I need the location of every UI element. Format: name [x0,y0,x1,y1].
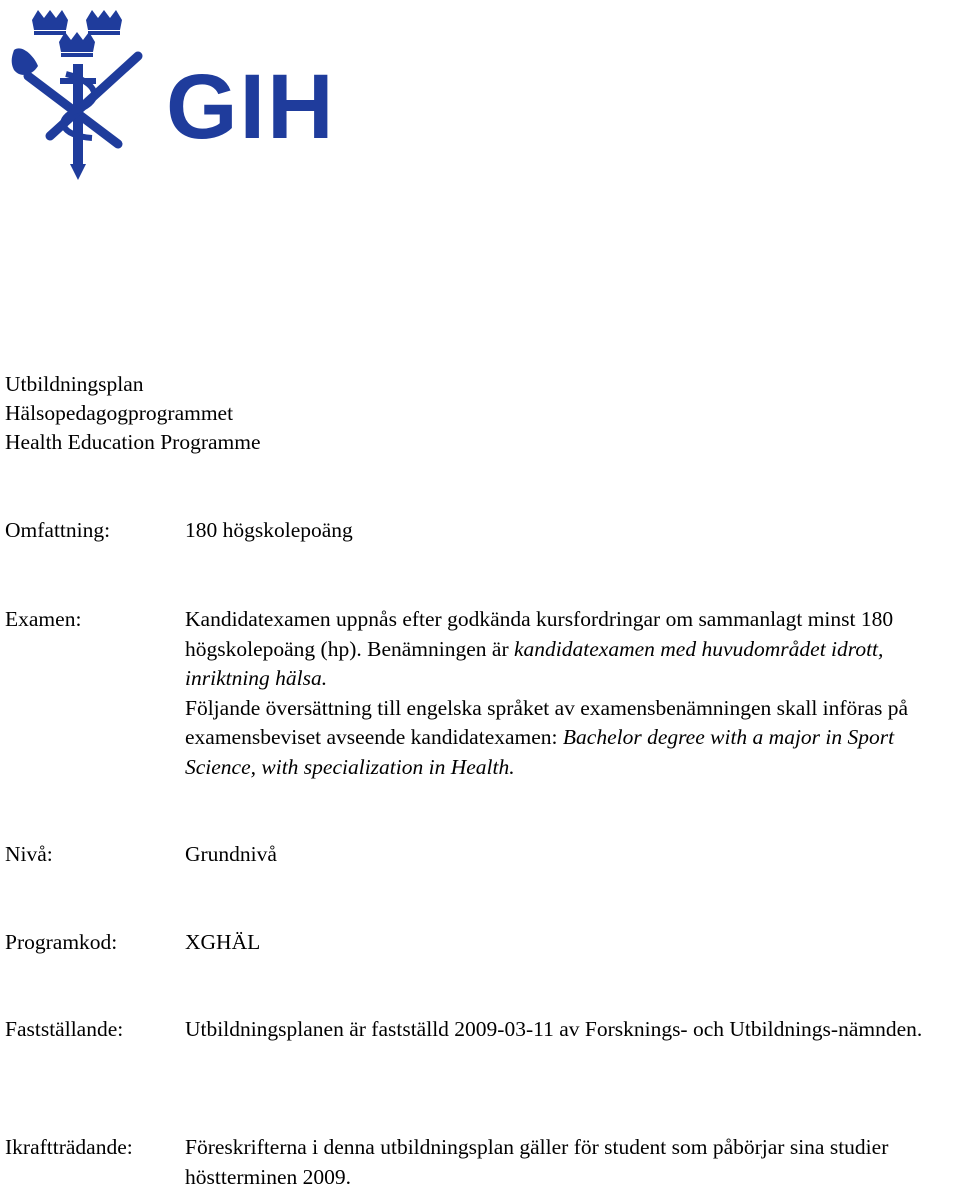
crown-icon [86,10,122,35]
crown-icon [59,32,95,57]
examen-text: Följande översättning till engelska språket av examensbenämningen skall införas på examensbeviset avseende kandidatexamen: [185,695,909,749]
title-line: Health Education Programme [5,430,261,454]
examen-degree-name: kandidatexamen med huvudområdet idrott, inriktning hälsa. [185,636,884,690]
field-label: Nivå: [5,842,53,866]
field-label: Ikraftträdande: [5,1135,133,1159]
logo-wordmark: GIH [166,56,336,158]
gih-logo [8,4,338,180]
field-label: Programkod: [5,930,118,954]
field-value: XGHÄL [185,930,261,954]
field-label: Examen: [5,607,82,631]
examen-degree-english: Bachelor degree with a major in Sport Science, with specialization in Health. [185,725,895,779]
field-value: Utbildningsplanen är fastställd 2009-03-11 av Forsknings- och Utbildnings-nämnden. [185,1017,923,1041]
title-line: Hälsopedagogprogrammet [5,401,234,425]
examen-paragraph [185,694,960,783]
examen-text: Kandidatexamen uppnås efter godkända kursfordringar om sammanlagt minst 180 högskolepoäng (hp). Benämningen är [185,607,894,661]
crown-icon [32,10,68,35]
document-title [5,370,261,457]
field-value [185,605,960,782]
field-label: Fastställande: [5,1017,124,1041]
field-label: Omfattning: [5,518,111,542]
title-line: Utbildningsplan [5,372,144,396]
field-value: Grundnivå [185,842,277,866]
field-value: Föreskrifterna i denna utbildningsplan gäller för student som påbörjar sina studier höstterminen 2009. [185,1135,889,1189]
field-value: 180 högskolepoäng [185,518,353,542]
examen-paragraph [185,605,960,694]
